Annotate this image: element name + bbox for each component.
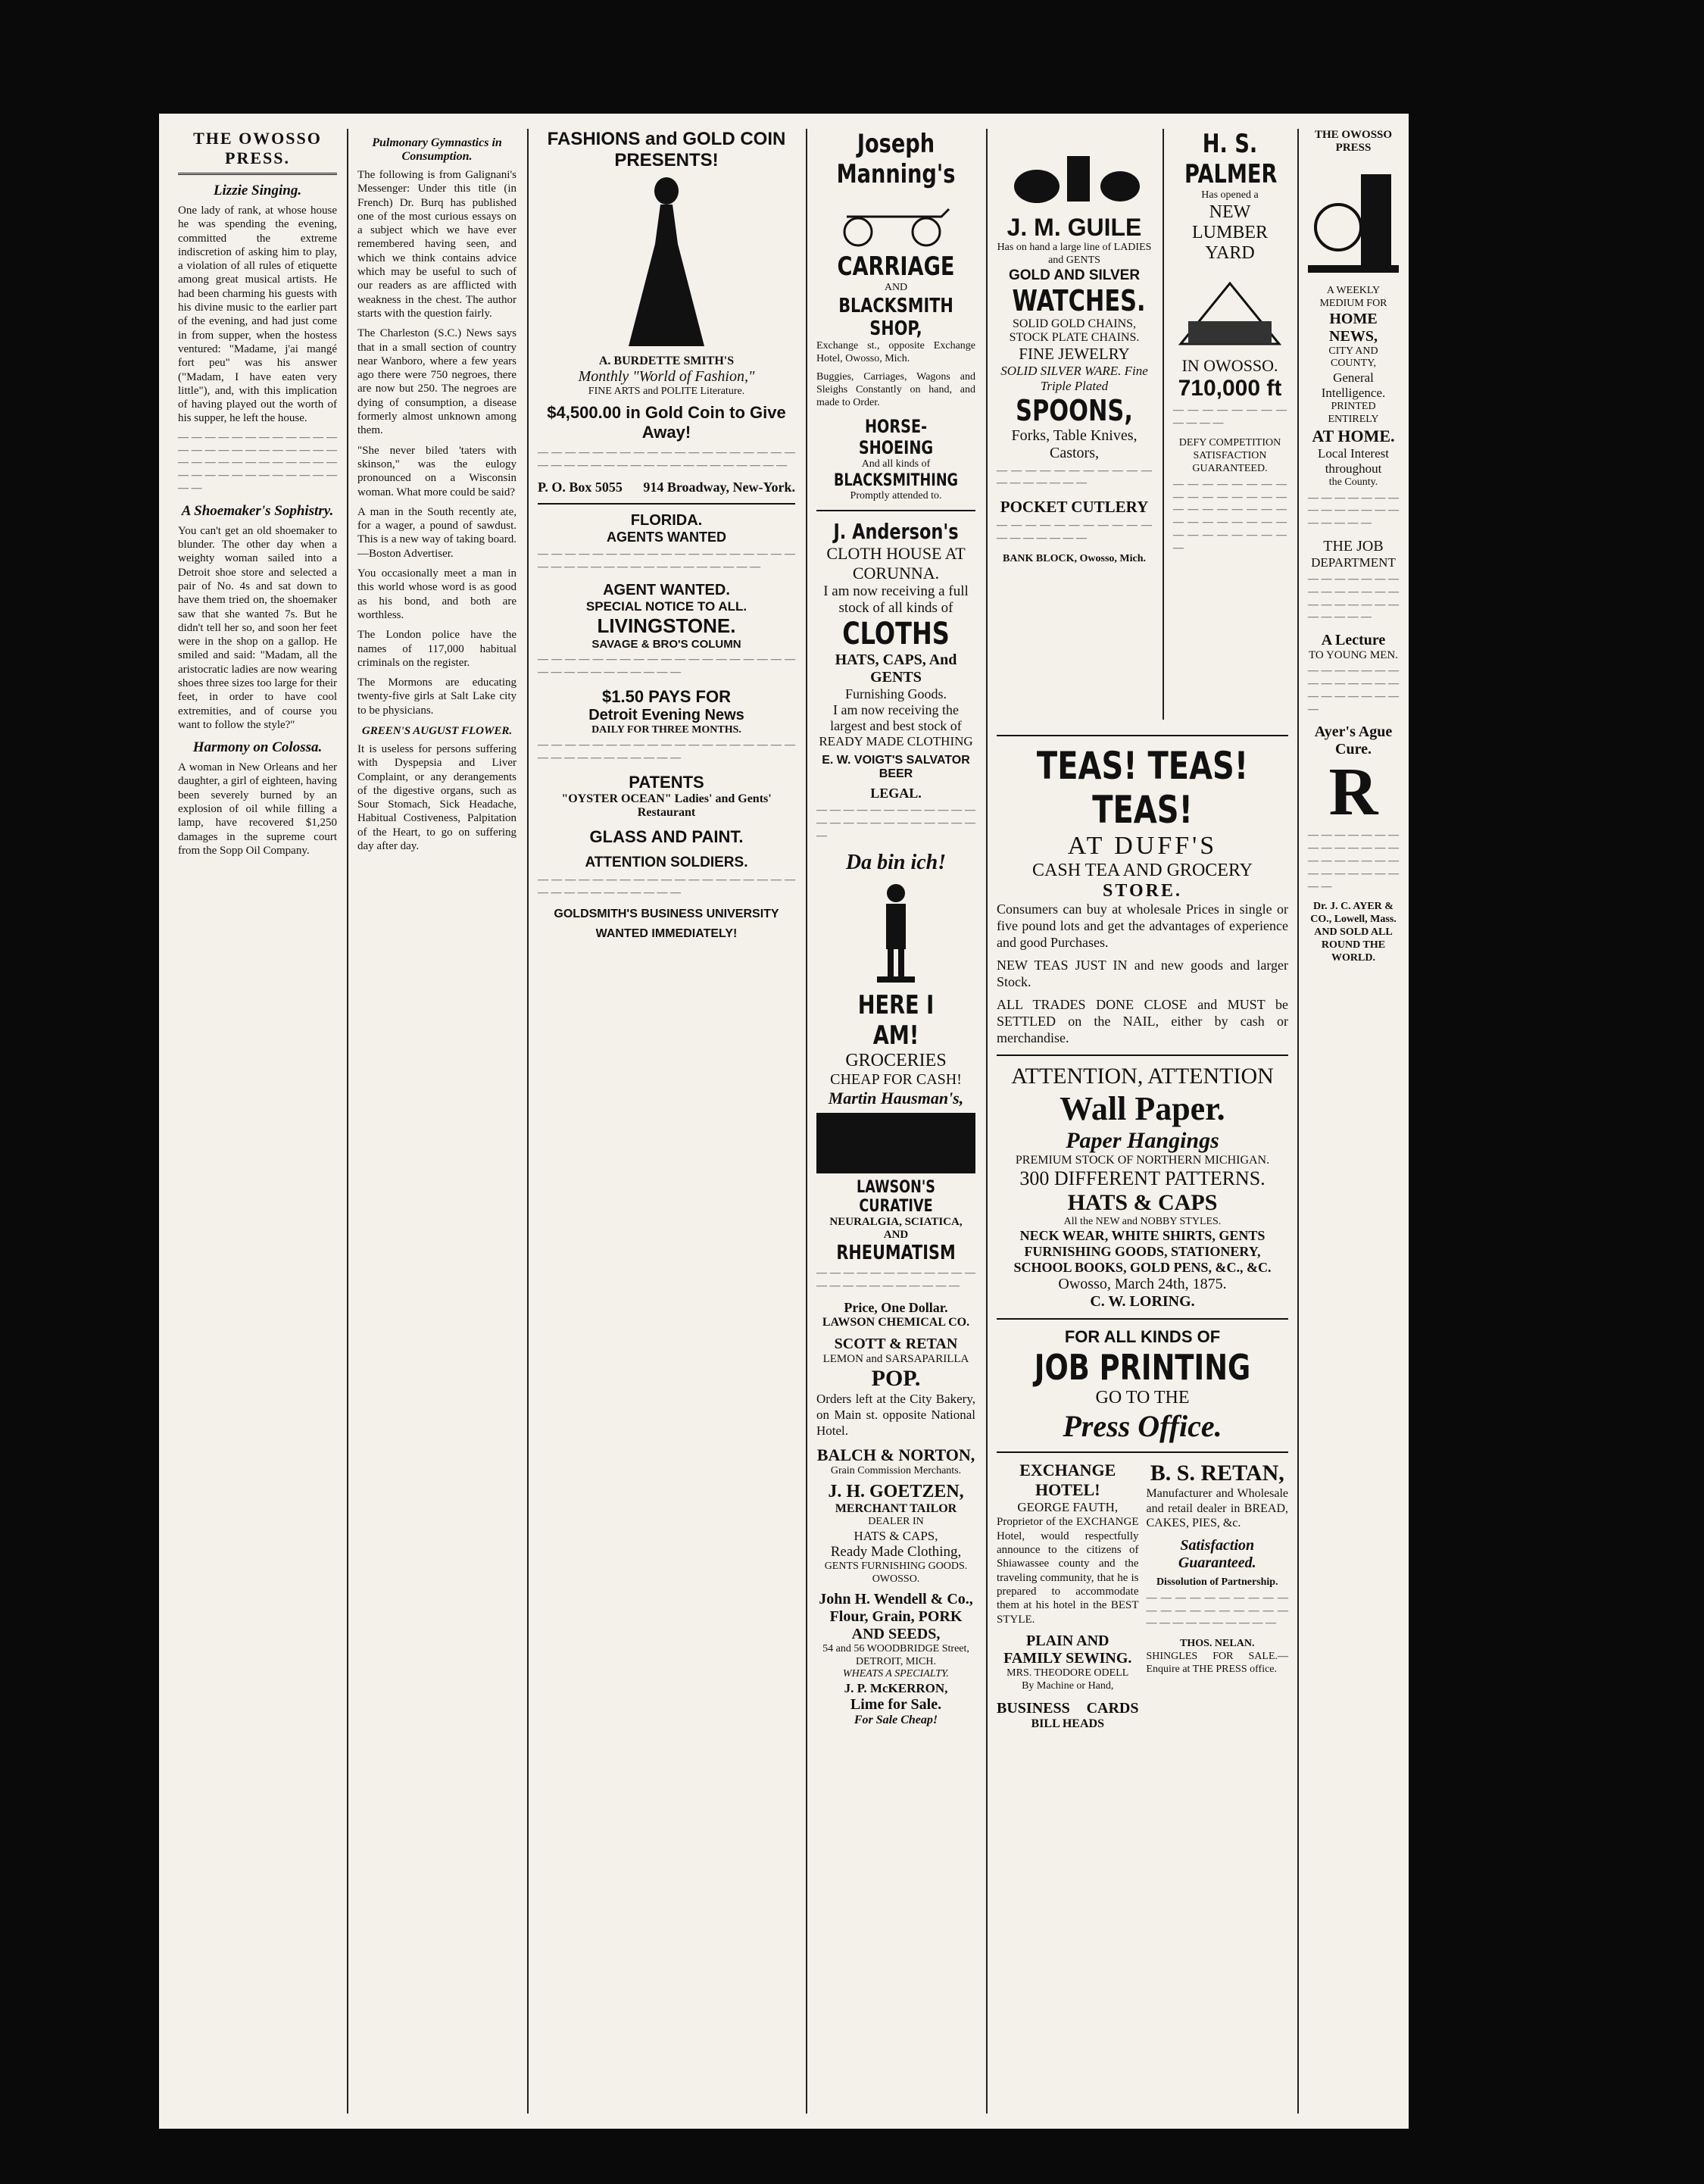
chains-text: SOLID GOLD CHAINS, STOCK PLATE CHAINS. — [1009, 317, 1140, 344]
job-printing-heading: JOB PRINTING — [1034, 1347, 1251, 1389]
legal-heading: LEGAL. — [870, 786, 922, 801]
neuralgia-heading: NEURALGIA, SCIATICA, AND — [829, 1215, 963, 1241]
article-text: The Mormons are educating twenty-five girls at Salt Lake city to be physicians. — [357, 676, 517, 717]
cards-text: CARDS — [1086, 1700, 1139, 1717]
bank-block-text: BANK BLOCK, Owosso, Mich. — [1002, 552, 1146, 564]
agent-heading: AGENT WANTED. — [603, 581, 730, 598]
receiving-text: I am now receiving a full stock of all kinds of — [823, 583, 969, 617]
manning-title: Joseph Manning's — [836, 129, 956, 189]
florida-heading: FLORIDA. — [630, 512, 703, 530]
savage-heading: SAVAGE & BRO'S COLUMN — [591, 637, 741, 651]
odell-text: MRS. THEODORE ODELL — [1006, 1667, 1129, 1679]
article-text: A woman in New Orleans and her daughter, a girl of eighteen, having been severely burned by an explosion of oil while filling a lamp, have recovered $1,250 damages in the supreme court from the Sopp Oil Company. — [178, 761, 337, 857]
orders-text: Orders left at the City Bakery, on Main st. opposite National Hotel. — [816, 1392, 975, 1438]
mckerron-heading: J. P. McKERRON, — [844, 1681, 948, 1696]
grain-text: Grain Commission Merchants. — [830, 1464, 962, 1476]
dress-figure-icon — [621, 176, 712, 350]
article-text: A man in the South recently ate, for a wager, a pound of sawdust. This is a new way of taking board.—Boston Advertiser. — [357, 505, 517, 560]
guile-heading: J. M. GUILE — [1006, 214, 1142, 241]
wendell-heading: John H. Wendell & Co., — [819, 1590, 973, 1608]
city-county-text: CITY AND COUNTY, — [1328, 345, 1378, 370]
rheumatism-heading: RHEUMATISM — [836, 1241, 956, 1264]
shingles-text: SHINGLES FOR SALE.—Enquire at THE PRESS office. — [1146, 1650, 1288, 1675]
styles-text: All the NEW and NOBBY STYLES. — [1063, 1215, 1222, 1227]
patterns-heading: 300 DIFFERENT PATTERNS. — [1019, 1167, 1266, 1189]
wanted-heading: WANTED IMMEDIATELY! — [595, 926, 738, 940]
trades-text: ALL TRADES DONE CLOSE and MUST be SETTLED on the NAIL, either by cash or merchandise. — [997, 996, 1288, 1045]
lawson-banner-icon — [816, 1113, 975, 1173]
furnishing-text: Furnishing Goods. — [844, 686, 947, 702]
broadway-address: 914 Broadway, New-York. — [643, 480, 795, 495]
article-text: You can't get an old shoemaker to blunder. The other day when a weighty woman sailed into a Detroit shoe store and selected a pair of No. 4s and sat down to have them tried on, the shoemaker saw that she wanted 7s. But he didn't tell her so, and soon her feet were in the shop on a gallop. He smiled and said: "Madam, all the aristocratic ladies are now wearing shoes three sizes too large for their feet, in order to have cool extremities, and of course you want to follow the style?" — [178, 524, 337, 731]
paper-hangings-heading: Paper Hangings — [1066, 1127, 1219, 1153]
fashion-title: FASHIONS and GOLD COIN PRESENTS! — [547, 129, 786, 170]
lumber-yard-icon — [1173, 268, 1287, 352]
blacksmith-heading: BLACKSMITH SHOP, — [838, 294, 953, 340]
separator — [538, 503, 795, 505]
young-men-text: TO YOUNG MEN. — [1309, 649, 1398, 662]
satisfaction-text: SATISFACTION GUARANTEED. — [1192, 450, 1268, 474]
in-owosso-heading: IN OWOSSO. — [1181, 355, 1278, 375]
here-i-am-heading: HERE I AM! — [857, 989, 935, 1051]
new-teas-text: NEW TEAS JUST IN and new goods and larger Stock. — [997, 957, 1288, 989]
column-1 — [170, 129, 345, 2114]
man-figure-icon — [869, 880, 922, 986]
hats-heading: HATS, CAPS, And GENTS — [835, 651, 957, 686]
carriage-heading: CARRIAGE — [837, 252, 955, 282]
column-rule — [1163, 129, 1164, 720]
bill-heads-text: BILL HEADS — [1031, 1717, 1104, 1731]
article-text: — — — — — — — — — — — — — — — — — — — — — — — — — — — — — — — [538, 739, 795, 764]
home-news-heading: HOME NEWS, — [1329, 310, 1378, 345]
article-text: The following is from Galignani's Messenger: Under this title (in French) Dr. Burq has published one of the most curious essays on a subject which we have ever remembered having seen, and which we think contains advice which may be useful to such of our readers as are afflicted with weakness in the chest. The author starts with the question fairly. — [357, 169, 517, 320]
county-text: the County. — [1328, 476, 1378, 488]
gold-silver-heading: GOLD AND SILVER — [1008, 267, 1141, 283]
blacksmithing-heading: BLACKSMITHING — [833, 470, 958, 490]
masthead-right: THE OWOSSO PRESS — [1314, 129, 1393, 154]
cheap-heading: CHEAP FOR CASH! — [830, 1070, 962, 1088]
satisfaction-heading: Satisfaction Guaranteed. — [1178, 1536, 1256, 1571]
article-heading: Pulmonary Gymnastics in Consumption. — [372, 136, 502, 163]
opened-text: Has opened a — [1201, 189, 1259, 201]
ayer-heading: Ayer's Ague Cure. — [1314, 723, 1393, 758]
go-to-text: GO TO THE — [1095, 1388, 1190, 1408]
article-text: — — — — — — — — — — — — — — — — — — — — — — — — — — — — — — — [538, 873, 795, 898]
pop-heading: POP. — [871, 1366, 921, 1392]
printing-press-icon — [1308, 159, 1399, 280]
article-text: The London police have the names of 117,000 habitual criminals on the register. — [357, 629, 517, 669]
article-text: You occasionally meet a man in this world whose word is as good as his bond, and both are worthless. — [357, 567, 517, 621]
wall-paper-heading: Wall Paper. — [1060, 1089, 1225, 1127]
article-text: One lady of rank, at whose house he was spending the evening, committed the extreme indiscretion of asking him to play, a violation of all rules of etiquette among great musical artists. He had been charming his guests with his divine music to the earlier part of the evening, and had just come in from supper, when the hostess ventured: "Madame, j'ai mangé fort peu" was his answer ("Madam, I have eaten very little"), and, with this implication of having played out the worth of his supper, he left the house. — [178, 205, 337, 425]
proprietor-text: Proprietor of the EXCHANGE Hotel, would respectfully announce to the citizens of Shiawassee county and the traveling community, that he is prepared to accommodate them at his hotel in the BEST STYLE. — [997, 1516, 1139, 1626]
ready-made-heading: READY MADE CLOTHING — [819, 734, 973, 749]
agents-heading: AGENTS WANTED — [606, 530, 726, 545]
dissolution-heading: Dissolution of Partnership. — [1156, 1576, 1278, 1588]
wide-ad-block — [989, 735, 1296, 2098]
university-heading: GOLDSMITH'S BUSINESS UNIVERSITY — [554, 907, 779, 920]
flour-heading: Flour, Grain, PORK AND SEEDS, — [829, 1608, 963, 1642]
article-text: — — — — — — — — — — — — — — — — — — — — — — — — — — — — — — — — — — — — — — — — — — [1173, 478, 1287, 554]
cash-tea-heading: CASH TEA AND GROCERY — [1032, 861, 1253, 880]
dealer-text: DEALER IN — [868, 1516, 924, 1528]
article-heading: Harmony on Colossa. — [192, 739, 323, 756]
groceries-heading: GROCERIES — [845, 1050, 947, 1070]
article-text: — — — — — — — — — — — — — — — — — — — — — — — — — — [816, 805, 975, 842]
article-heading: Lizzie Singing. — [213, 183, 302, 198]
premium-text: PREMIUM STOCK OF NORTHERN MICHIGAN. — [1015, 1153, 1270, 1167]
rx-glyph: R — [1328, 755, 1378, 830]
exchange-heading: EXCHANGE HOTEL! — [1019, 1461, 1116, 1500]
scott-retan-heading: SCOTT & RETAN — [834, 1336, 958, 1353]
hats-caps-heading: HATS & CAPS — [1067, 1189, 1218, 1215]
separator — [997, 735, 1288, 736]
press-office-heading: Press Office. — [1063, 1409, 1222, 1444]
magazine-title: Monthly "World of Fashion," — [578, 368, 755, 385]
silverware-text: SOLID SILVER WARE. Fine Triple Plated — [1000, 363, 1148, 393]
article-text: — — — — — — — — — — — — — [1173, 404, 1287, 429]
sold-all-text: AND SOLD ALL ROUND THE WORLD. — [1314, 926, 1393, 964]
and-text: AND — [884, 282, 908, 293]
article-text: — — — — — — — — — — — — — — — — — — — — — — — — — — — — — — — [538, 653, 795, 678]
article-heading: GREEN'S AUGUST FLOWER. — [361, 724, 513, 737]
horseshoeing-heading: HORSE-SHOEING — [858, 415, 934, 458]
article-text: — — — — — — — — — — — — — — — — — — — — — — — — — — — — — — — — — — — — — — — — — — — — — — — — — — — [178, 431, 337, 494]
store-heading: STORE. — [1103, 881, 1182, 901]
palmer-heading: H. S. PALMER — [1184, 129, 1278, 189]
retan-ad — [1147, 1461, 1289, 1731]
separator — [997, 1451, 1288, 1453]
column-rule — [527, 129, 529, 2114]
gents-text: GENTS FURNISHING GOODS. — [824, 1561, 968, 1573]
business-text: BUSINESS — [997, 1700, 1070, 1717]
column-rule — [347, 129, 348, 2114]
exchange-hotel-ad — [997, 1461, 1139, 1731]
local-text: Local Interest — [1318, 445, 1389, 461]
balch-heading: BALCH & NORTON, — [816, 1445, 975, 1464]
woodbridge-text: 54 and 56 WOODBRIDGE Street, DETROIT, MICH. — [822, 1642, 969, 1667]
cloth-house-heading: CLOTH HOUSE AT CORUNNA. — [826, 544, 966, 583]
date-text: Owosso, March 24th, 1875. — [1058, 1276, 1227, 1293]
cloths-heading: CLOTHS — [842, 617, 950, 652]
separator — [816, 510, 975, 511]
daily-subheading: DAILY FOR THREE MONTHS. — [591, 723, 741, 736]
newspaper-page — [159, 114, 1409, 2129]
article-text: — — — — — — — — — — — — — — — — — — — — — — — [1308, 665, 1399, 715]
for-sale-heading: For Sale Cheap! — [854, 1714, 938, 1727]
masthead-left: THE OWOSSO PRESS. — [178, 129, 337, 175]
manning-address: Exchange st., opposite Exchange Hotel, Owosso, Mich. — [816, 339, 975, 364]
article-text: — — — — — — — — — — — — — — — — — — — [997, 520, 1152, 544]
business-cards-row — [997, 1700, 1139, 1717]
column-6 — [1166, 129, 1294, 735]
printed-text: PRINTED ENTIRELY — [1328, 401, 1379, 425]
general-text: General Intelligence. — [1321, 370, 1386, 401]
special-notice-heading: SPECIAL NOTICE TO ALL. — [585, 598, 747, 614]
forks-text: Forks, Table Knives, Castors, — [1011, 426, 1138, 461]
separator — [997, 1318, 1288, 1320]
patents-heading: PATENTS — [629, 772, 704, 792]
bread-text: Manufacturer and Wholesale and retail dealer in BREAD, CAKES, PIES, &c. — [1146, 1487, 1288, 1530]
hats-caps-text: HATS & CAPS, — [854, 1529, 938, 1544]
retan-heading: B. S. RETAN, — [1150, 1461, 1284, 1486]
livingstone-heading: LIVINGSTONE. — [597, 614, 736, 637]
and-all-text: And all kinds of — [861, 458, 931, 470]
loring-text: C. W. LORING. — [1090, 1293, 1195, 1311]
pays-heading: $1.50 PAYS FOR — [602, 686, 731, 706]
column-rule — [806, 129, 807, 2114]
goetzen-heading: J. H. GOETZEN, — [828, 1482, 964, 1502]
duffs-heading: AT DUFF'S — [1067, 832, 1218, 860]
nelan-text: THOS. NELAN. — [1180, 1638, 1255, 1650]
lawson-co-text: LAWSON CHEMICAL CO. — [822, 1316, 970, 1329]
article-text: It is useless for persons suffering with Dyspepsia and Liver Complaint, or any derangements of the digestive organs, such as Sour Stomach, Sick Headache, Habitual Costiveness, Palpitation of the Heart, to go on suffering day after day. — [357, 742, 517, 853]
lime-heading: Lime for Sale. — [850, 1696, 942, 1714]
cutlery-heading: POCKET CUTLERY — [1000, 498, 1149, 517]
ayer-co-text: Dr. J. C. AYER & CO., Lowell, Mass. — [1310, 901, 1397, 926]
article-text: — — — — — — — — — — — — — — — — — — — — — — — — — — — — — — — [1308, 830, 1399, 892]
article-text: — — — — — — — — — — — — — — — — — — — — — — — — — — — — — — — — — — — — — [538, 548, 795, 573]
glass-heading: GLASS AND PAINT. — [589, 826, 744, 846]
bottom-ads-row — [997, 1461, 1288, 1731]
lemon-text: LEMON and SARSAPARILLA — [822, 1353, 969, 1366]
carriage-icon — [828, 194, 964, 247]
dabin-heading: Da bin ich! — [845, 850, 947, 874]
fauth-text: GEORGE FAUTH, — [1017, 1500, 1119, 1515]
spoons-heading: SPOONS, — [1016, 393, 1133, 427]
for-all-heading: FOR ALL KINDS OF — [1064, 1327, 1221, 1347]
prompt-text: Promptly attended to. — [850, 489, 942, 501]
tailor-heading: MERCHANT TAILOR — [835, 1502, 957, 1516]
column-7 — [1300, 129, 1406, 2114]
lecture-heading: A Lecture — [1321, 632, 1386, 649]
largest-text: I am now receiving the largest and best stock of — [830, 702, 962, 734]
competition-text: DEFY COMPETITION — [1178, 437, 1281, 449]
neckwear-text: NECK WEAR, WHITE SHIRTS, GENTS FURNISHING GOODS, STATIONERY, SCHOOL BOOKS, GOLD PENS, &C., &C. — [1013, 1228, 1272, 1276]
column-rule — [986, 129, 988, 2114]
column-2 — [350, 129, 524, 2114]
weekly-text: A WEEKLY MEDIUM FOR — [1319, 285, 1387, 309]
oyster-heading: "OYSTER OCEAN" Ladies' and Gents' Restaurant — [561, 792, 772, 819]
ready-made-text: Ready Made Clothing, — [830, 1544, 962, 1561]
column-5 — [989, 129, 1159, 735]
wheats-text: WHEATS A SPECIALTY. — [842, 1668, 950, 1680]
teas-heading: TEAS! TEAS! TEAS! — [1036, 744, 1249, 832]
throughout-text: throughout — [1325, 461, 1382, 476]
lumber-heading: NEW LUMBER YARD — [1191, 202, 1268, 263]
gold-coin-heading: $4,500.00 in Gold Coin to Give Away! — [547, 402, 786, 442]
lawson-heading: LAWSON'S CURATIVE — [857, 1177, 935, 1216]
separator — [997, 1055, 1288, 1056]
silverware-icon — [999, 133, 1150, 209]
detroit-news-heading: Detroit Evening News — [588, 706, 744, 723]
article-text: — — — — — — — — — — — — — — — — — — — — — — — — [816, 1267, 975, 1292]
feet-heading: 710,000 ft — [1178, 375, 1282, 401]
po-box: P. O. Box 5055 — [538, 480, 623, 495]
by-machine-text: By Machine or Hand, — [1022, 1679, 1114, 1692]
column-4 — [809, 129, 983, 2114]
anderson-title: J. Anderson's — [833, 519, 959, 545]
article-text: "She never biled 'taters with skinson," was the eulogy pronounced on a Wisconsin woman. What more could be said? — [357, 444, 517, 498]
hason-text: Has on hand a large line of LADIES and GENTS — [997, 242, 1152, 266]
at-home-heading: AT HOME. — [1312, 426, 1395, 445]
sewing-heading: PLAIN AND FAMILY SEWING. — [1003, 1632, 1132, 1667]
price-text: Price, One Dollar. — [844, 1300, 948, 1316]
article-text: — — — — — — — — — — — — — — — — — — — [997, 464, 1152, 489]
article-heading: A Shoemaker's Sophistry. — [181, 502, 334, 519]
salvator-heading: E. W. VOIGT'S SALVATOR BEER — [822, 754, 970, 781]
publisher-name: A. BURDETTE SMITH'S — [598, 355, 735, 367]
column-rule — [1297, 129, 1299, 2114]
department-heading: DEPARTMENT — [1311, 555, 1396, 570]
consumers-text: Consumers can buy at wholesale Prices in single or five pound lots and get the advantages of experience and good Purchases. — [997, 901, 1288, 950]
watches-heading: WATCHES. — [1012, 283, 1146, 317]
address-row — [538, 480, 795, 495]
soldiers-heading: ATTENTION SOLDIERS. — [585, 854, 748, 870]
article-text: The Charleston (S.C.) News says that in a small section of country near Wanboro, where a few years ago there were 750 negroes, there are now but 250. The negroes are dying of consumption, a disease formerly almost unknown among them. — [357, 327, 517, 437]
buggies-text: Buggies, Carriages, Wagons and Sleighs Constantly on hand, and made to Order. — [816, 371, 975, 408]
jewelry-heading: FINE JEWELRY — [1019, 344, 1130, 363]
column-3 — [530, 129, 803, 2114]
job-heading: THE JOB — [1323, 537, 1384, 555]
attention-heading: ATTENTION, ATTENTION — [1011, 1063, 1274, 1089]
magazine-subtitle: FINE ARTS and POLITE Literature. — [588, 386, 745, 397]
owosso-text: OWOSSO. — [872, 1573, 920, 1585]
martin-heading: Martin Hausman's, — [828, 1088, 964, 1108]
article-text: — — — — — — — — — — — — — — — — — — — — — — — — — — — — — — — [1146, 1592, 1288, 1629]
article-text: — — — — — — — — — — — — — — — — — — — — — — — — — — — [1308, 573, 1399, 623]
article-text: — — — — — — — — — — — — — — — — — — — — [1308, 492, 1399, 530]
article-text: — — — — — — — — — — — — — — — — — — — — — — — — — — — — — — — — — — — — — — — [538, 446, 795, 471]
